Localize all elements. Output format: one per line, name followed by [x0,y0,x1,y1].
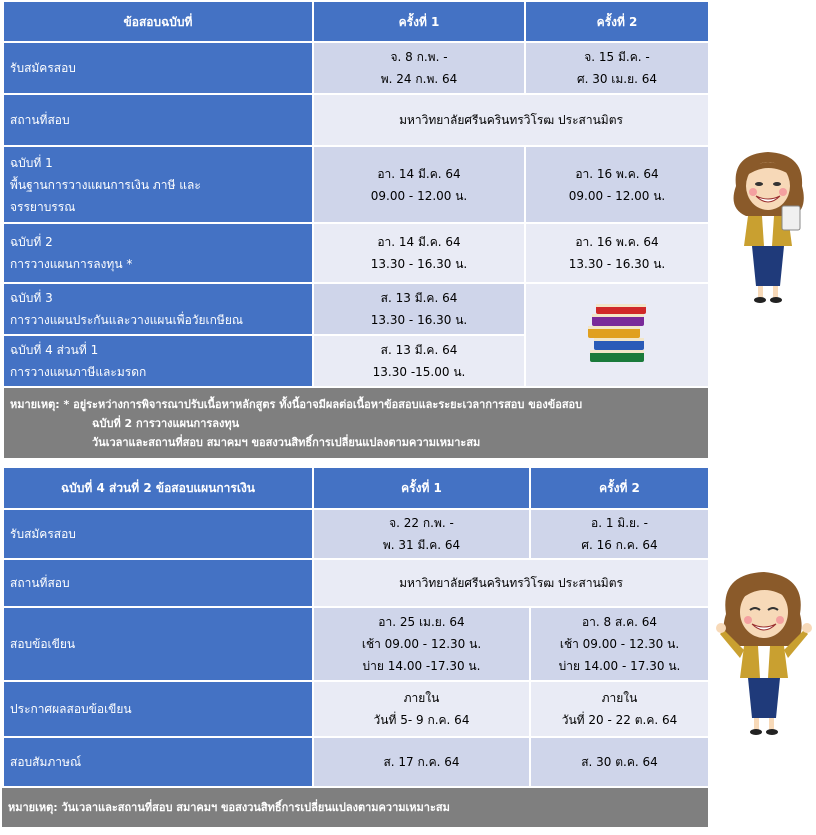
row-label-paper1: ฉบับที่ 1 พื้นฐานการวางแผนการเงิน ภาษี และ จรรยาบรรณ [3,146,313,223]
register2-round1: จ. 22 ก.พ. - พ. 31 มี.ค. 64 [313,509,530,559]
table1-header-round2: ครั้งที่ 2 [525,1,709,42]
woman-cheering-icon [712,568,812,738]
row-label-written-result: ประกาศผลสอบข้อเขียน [3,681,313,737]
paper2-round1: อา. 14 มี.ค. 64 13.30 - 16.30 น. [313,223,525,283]
table2-header-round2: ครั้งที่ 2 [530,467,709,509]
register-round1: จ. 8 ก.พ. - พ. 24 ก.พ. 64 [313,42,525,94]
table2-note: หมายเหตุ: วันเวลาและสถานที่สอบ สมาคมฯ ขอสงวนสิทธิ์การเปลี่ยนแปลงตามความเหมาะสม [2,788,708,827]
row-label-paper2: ฉบับที่ 2 การวางแผนการลงทุน * [3,223,313,283]
paper2-round2: อา. 16 พ.ค. 64 13.30 - 16.30 น. [525,223,709,283]
venue2-value: มหาวิทยาลัยศรีนครินทรวิโรฒ ประสานมิตร [313,559,709,607]
books-cell [525,283,709,387]
written-round1: อา. 25 เม.ย. 64 เช้า 09.00 - 12.30 น. บ่าย 14.00 -17.30 น. [313,607,530,681]
stack-of-books-icon [584,302,650,368]
interview-round2: ส. 30 ต.ค. 64 [530,737,709,787]
table2-header-paper: ฉบับที่ 4 ส่วนที่ 2 ข้อสอบแผนการเงิน [3,467,313,509]
result-round1: ภายใน วันที่ 5- 9 ก.ค. 64 [313,681,530,737]
woman-with-tablet-icon [718,146,816,306]
row-label-interview: สอบสัมภาษณ์ [3,737,313,787]
table1-note: หมายเหตุ: * อยู่ระหว่างการพิจารณาปรับเนื้อหาหลักสูตร ทั้งนี้อาจมีผลต่อเนื้อหาข้อสอบและระยะเวลาการสอบ ของข้อสอบ ฉบับที่ 2 การวางแผนการลงทุน วันเวลาและสถานที่สอบ สมาคมฯ ขอสงวนสิทธิ์การเปลี่ยนแปลงตามความเหมาะสม [3,387,709,459]
paper4-part1-round1: ส. 13 มี.ค. 64 13.30 -15.00 น. [313,335,525,387]
interview-round1: ส. 17 ก.ค. 64 [313,737,530,787]
row-label-paper4-part1: ฉบับที่ 4 ส่วนที่ 1 การวางแผนภาษีและมรดก [3,335,313,387]
venue-value: มหาวิทยาลัยศรีนครินทรวิโรฒ ประสานมิตร [313,94,709,146]
row-label-venue-2: สถานที่สอบ [3,559,313,607]
register2-round2: อ. 1 มิ.ย. - ศ. 16 ก.ค. 64 [530,509,709,559]
written-round2: อา. 8 ส.ค. 64 เช้า 09.00 - 12.30 น. บ่าย 14.00 - 17.30 น. [530,607,709,681]
row-label-register: รับสมัครสอบ [3,42,313,94]
table1-header-round1: ครั้งที่ 1 [313,1,525,42]
table1-header-paper: ข้อสอบฉบับที่ [3,1,313,42]
paper1-round1: อา. 14 มี.ค. 64 09.00 - 12.00 น. [313,146,525,223]
row-label-paper3: ฉบับที่ 3 การวางแผนประกันและวางแผนเพื่อวัยเกษียณ [3,283,313,335]
register-round2: จ. 15 มี.ค. - ศ. 30 เม.ย. 64 [525,42,709,94]
exam-schedule-table-2 [2,466,710,788]
row-label-register-2: รับสมัครสอบ [3,509,313,559]
row-label-written-exam: สอบข้อเขียน [3,607,313,681]
row-label-venue: สถานที่สอบ [3,94,313,146]
paper3-round1: ส. 13 มี.ค. 64 13.30 - 16.30 น. [313,283,525,335]
table2-header-round1: ครั้งที่ 1 [313,467,530,509]
exam-schedule-table-1 [2,0,710,460]
paper1-round2: อา. 16 พ.ค. 64 09.00 - 12.00 น. [525,146,709,223]
result-round2: ภายใน วันที่ 20 - 22 ต.ค. 64 [530,681,709,737]
